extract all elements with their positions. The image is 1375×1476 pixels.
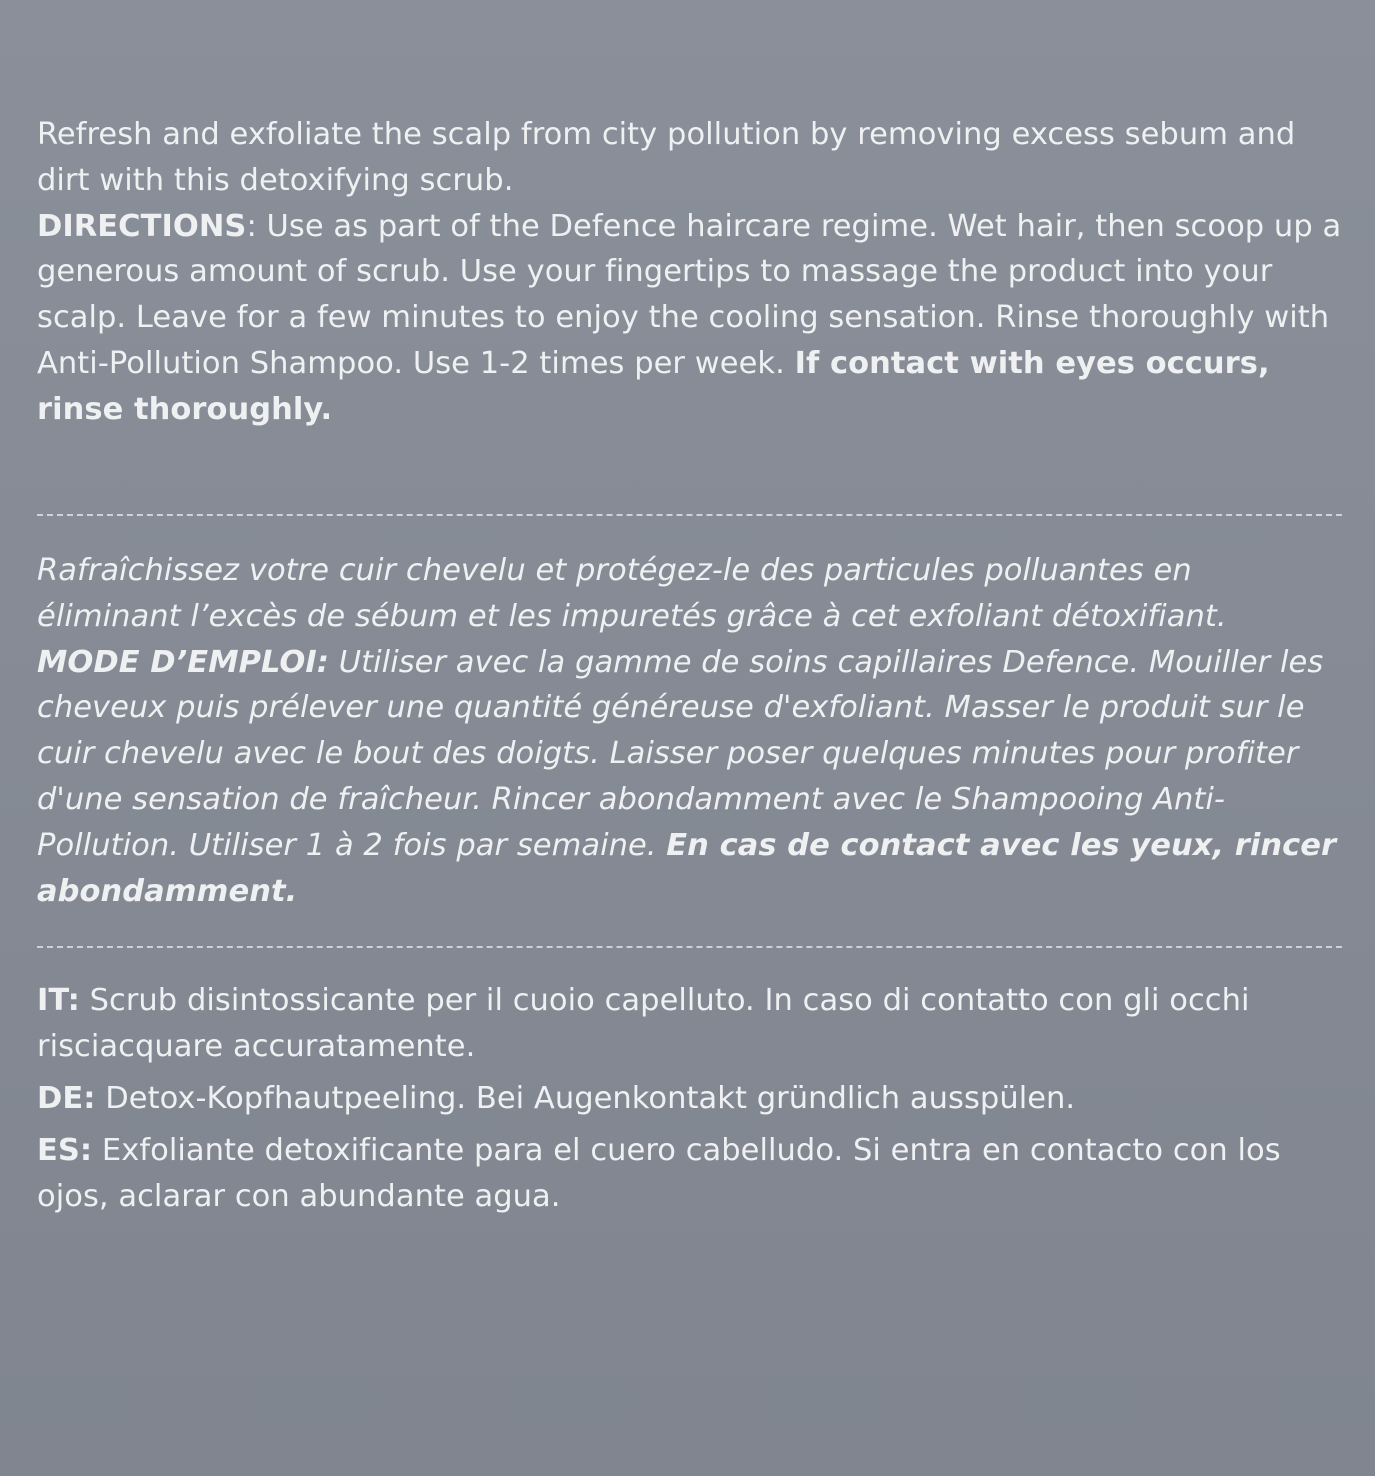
german-code: DE:	[37, 1080, 96, 1116]
french-directions-label: MODE D’EMPLOI:	[37, 644, 330, 680]
spanish-code: ES:	[37, 1132, 93, 1168]
spanish-paragraph	[37, 1128, 1342, 1220]
french-warning: En cas de contact avec les yeux, rincer abondamment.	[37, 827, 1337, 909]
english-directions-text: : Use as part of the Defence haircare regime. Wet hair, then scoop up a generous amount of scrub. Use your fingertips to massage the product into your scalp. Leave for a few minutes to enjoy the cooling sensation. Rinse thoroughly with Anti-Pollution Shampoo. Use 1-2 times per week.	[37, 208, 1342, 381]
italian-code: IT:	[37, 983, 80, 1019]
italian-paragraph	[37, 978, 1342, 1070]
german-text: Detox-Kopfhautpeeling. Bei Augenkontakt gründlich ausspülen.	[95, 1080, 1076, 1116]
german-paragraph	[37, 1076, 1342, 1122]
french-section	[37, 548, 1342, 914]
english-warning: If contact with eyes occurs, rinse thoroughly.	[37, 345, 1270, 427]
english-section	[37, 112, 1342, 482]
other-languages-section	[37, 978, 1342, 1219]
french-intro: Rafraîchissez votre cuir chevelu et protégez-le des particules polluantes en éliminant l’excès de sébum et les impuretés grâce à cet exfoliant détoxifiant.	[37, 553, 1227, 634]
section-divider-1	[37, 514, 1342, 516]
french-directions-text: Utiliser avec la gamme de soins capillaires Defence. Mouiller les cheveux puis prélever une quantité généreuse d'exfoliant. Masser le produit sur le cuir chevelu avec le bout des doigts. Laisser poser quelques minutes pour profiter d'une sensation de fraîcheur. Rincer abondamment avec le Shampooing Anti-Pollution. Utiliser 1 à 2 fois par semaine.	[37, 644, 1324, 863]
english-directions-label: DIRECTIONS	[37, 208, 247, 244]
english-intro: Refresh and exfoliate the scalp from city pollution by removing excess sebum and dirt with this detoxifying scrub.	[37, 117, 1296, 198]
english-directions	[37, 204, 1342, 433]
italian-text: Scrub disintossicante per il cuoio capelluto. In caso di contatto con gli occhi risciacquare accuratamente.	[37, 983, 1250, 1065]
section-divider-2	[37, 946, 1342, 948]
label-text-panel	[37, 112, 1342, 1219]
french-directions	[37, 640, 1342, 915]
spanish-text: Exfoliante detoxificante para el cuero cabelludo. Si entra en contacto con los ojos, aclarar con abundante agua.	[37, 1132, 1281, 1214]
